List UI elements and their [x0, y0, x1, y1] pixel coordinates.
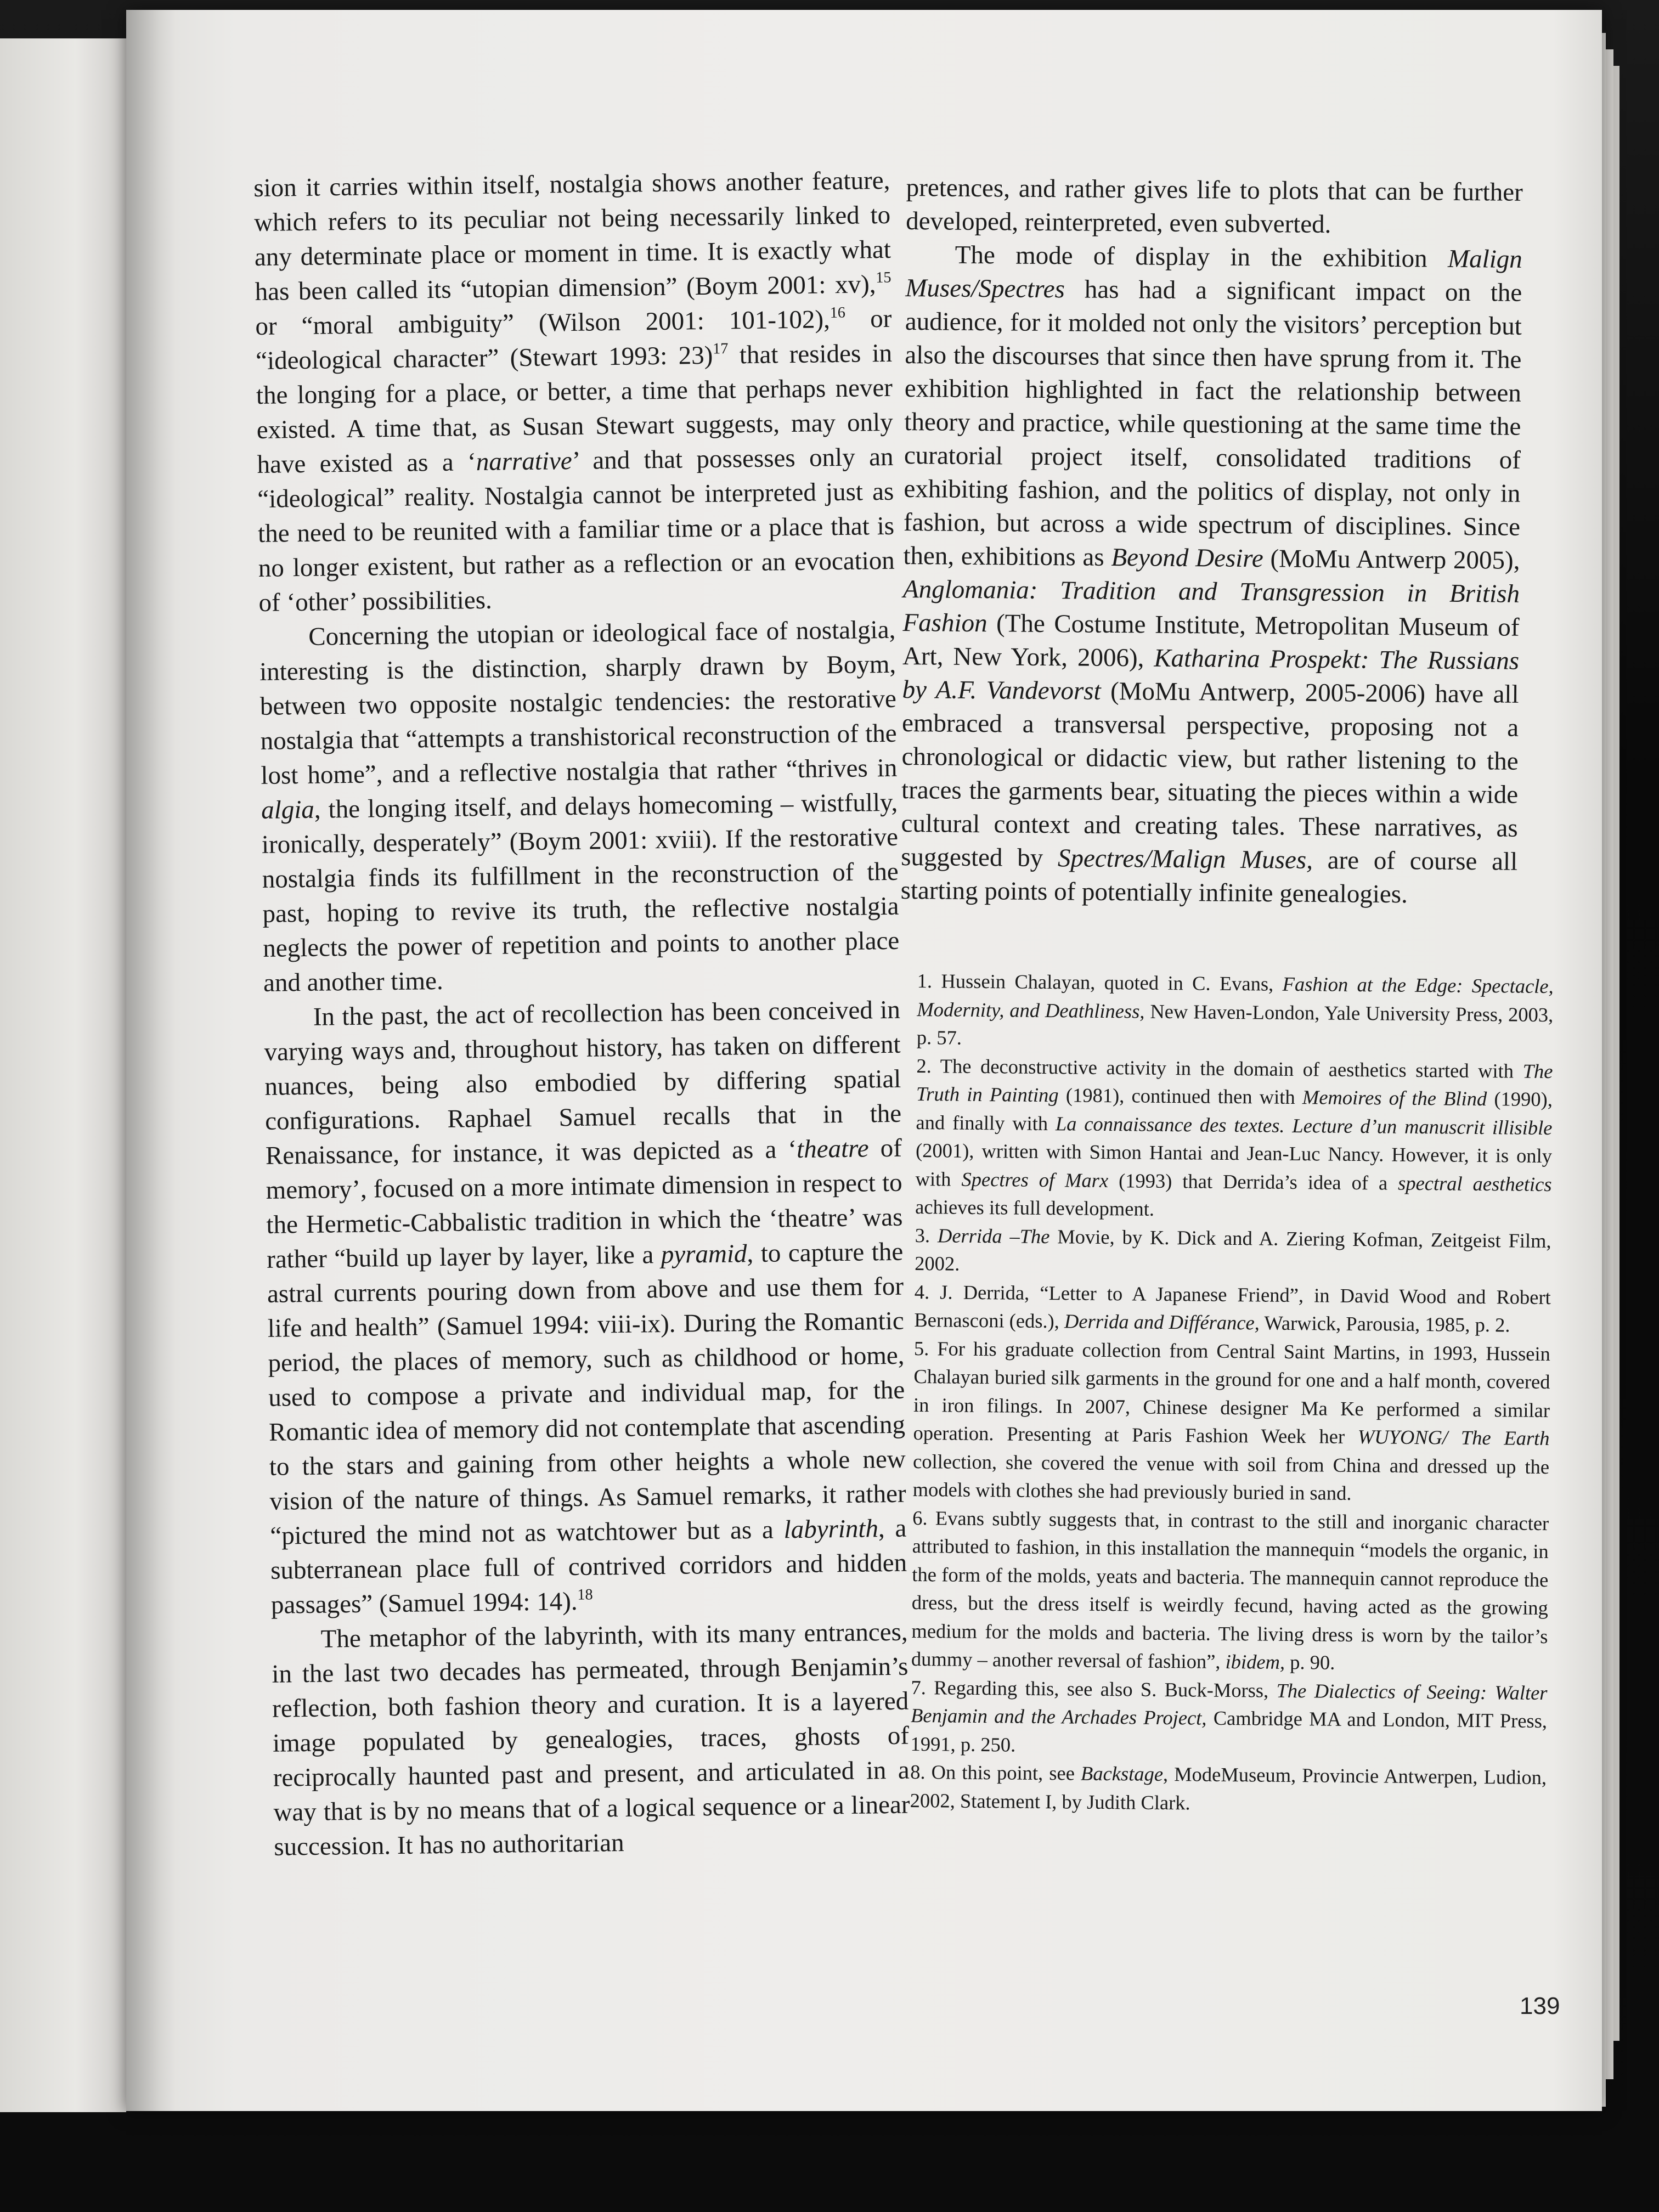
text-run: (1990), and finally with	[916, 1087, 1553, 1135]
left-text-column	[253, 163, 911, 1865]
text-run: pretences, and rather gives life to plots that can be further developed, reinterpreted, even subverted.	[906, 173, 1523, 239]
body-paragraph	[259, 613, 900, 1001]
body-paragraph	[900, 238, 1522, 912]
text-run: 2. The deconstructive activity in the domain of aesthetics started with	[916, 1054, 1523, 1082]
text-run: (MoMu Antwerp, 2005-2006) have all embraced a transversal perspective, proposing not a chronological or didactic view, but rather listening to the traces the garments bear, situating the pieces within a wide cultural context and creating tales. These narratives, as suggested by	[900, 676, 1519, 873]
text-run: 4. J. Derrida, “Letter to A Japanese Friend”, in David Wood and Robert Bernasconi (eds.),	[914, 1280, 1551, 1333]
text-run: are of course all starting points of potentially infinite genealogies.	[900, 845, 1518, 909]
text-run: sion it carries within itself, nostalgia shows another feature, which refers to its peculiar not being necessarily linked to any determinate place or moment in time. It is exactly what has been called its “utopian dimension” (Boym 2001: xv),	[253, 166, 891, 306]
italic-text: The Dialectics of Seeing: Walter Benjamin and the Archades Project,	[910, 1679, 1548, 1729]
footnote	[912, 1334, 1550, 1509]
text-run: The mode of display in the exhibition	[955, 240, 1448, 273]
text-run: that resides in the longing for a place, or better, a time that perhaps never existed. A time that, as Susan Stewart suggests, may only have existed as a ‘	[256, 338, 893, 479]
text-run: Movie, by K. Dick and A. Ziering Kofman, Zeitgeist Film, 2002.	[915, 1224, 1551, 1275]
body-paragraph	[271, 1615, 910, 1865]
text-run: , the longing itself, and delays homecoming – wistfully, ironically, desperately” (Boym 2001: xviii). If the restorative nostalgia finds its fulfillment in the reconstruction of the past, hoping to revive its truth, the reflective nostalgia neglects the power of repetition and points to another place and another time.	[261, 788, 900, 997]
footnotes-section	[910, 967, 1554, 1820]
footnote-reference: 15	[876, 269, 891, 286]
italic-text: Backstage	[1080, 1762, 1164, 1785]
right-text-column	[900, 171, 1523, 912]
text-run: 5. For his graduate collection from Central Saint Martins, in 1993, Hussein Chalayan buried silk garments in the ground for one and a half month, covered in iron filings. In 2007, Chinese designer Ma Ke performed a similar operation. Presenting at Paris Fashion Week her	[913, 1336, 1551, 1448]
page-number: 139	[1520, 1993, 1560, 2019]
text-run: Warwick, Parousia, 1985, p. 2.	[1259, 1311, 1510, 1336]
text-run: , to capture the astral currents pouring down from above and use them for life and health” (Samuel 1994: viii-ix). During the Romantic period, the places of memory, such as childhood or home, used to compose a private and individual map, for the Romantic idea of memory did not contemplate that ascending to the stars and gaining from other heights a whole new vision of the nature of things. As Samuel remarks, it rather “pictured the mind not as watchtower but as a	[267, 1237, 906, 1550]
italic-text: spectral aesthetics	[1397, 1171, 1552, 1195]
body-paragraph	[253, 163, 895, 620]
text-run: of memory’, focused on a more intimate dimension in respect to the Hermetic-Cabbalistic tradition in which the ‘theatre’ was rather “build up layer by layer, like a	[266, 1133, 903, 1274]
footnote	[911, 1503, 1549, 1678]
footnote	[914, 1277, 1551, 1339]
footnote	[910, 1758, 1547, 1820]
footnote-reference: 17	[712, 340, 729, 358]
text-run: ’ and that possesses only an “ideological” reality. Nostalgia cannot be interpreted just as the need to be reunited with a familiar time or a place that is no longer existent, but rather as a reflection or an evocation of ‘other’ possibilities.	[257, 442, 895, 617]
page-stack-edge	[1613, 66, 1620, 2041]
text-run: p. 90.	[1284, 1650, 1335, 1674]
italic-text: Derrida –The	[937, 1223, 1050, 1248]
italic-text: labyrinth	[783, 1514, 879, 1544]
book-gutter-shadow	[126, 10, 176, 2111]
text-run: New Haven-London, Yale University Press, 2003, p. 57.	[916, 1000, 1554, 1049]
text-run: 7. Regarding this, see also S. Buck-Morss,	[911, 1675, 1277, 1702]
italic-text: algia	[261, 795, 315, 825]
text-run: or “moral ambiguity” (Wilson 2001: 101-102),	[255, 305, 831, 341]
italic-text: Memoires of the Blind	[1302, 1086, 1487, 1110]
body-paragraph	[906, 171, 1523, 243]
body-paragraph	[263, 993, 907, 1623]
text-run: Concerning the utopian or ideological face of nostalgia, interesting is the distinction, sharply drawn by Boym, between two opposite nostalgic tendencies: the restorative nostalgia that “attempts a transhistorical reconstruction of the lost home”, and a reflective nostalgia that rather “thrives in	[259, 615, 898, 790]
page-stack-edge	[1605, 49, 1613, 2079]
italic-text: The Truth in Painting	[916, 1059, 1553, 1107]
text-run: 1. Hussein Chalayan, quoted in C. Evans,	[917, 969, 1283, 995]
italic-text: pyramid	[661, 1239, 747, 1269]
text-run: (1981), continued then with	[1058, 1084, 1303, 1109]
footnote-reference: 16	[830, 304, 846, 321]
footnote	[917, 967, 1554, 1057]
text-run: achieves its full development.	[915, 1195, 1155, 1220]
italic-text: theatre	[796, 1134, 869, 1164]
text-run: or “ideological character” (Stewart 1993: 23)	[255, 304, 892, 375]
footnote	[910, 1673, 1547, 1763]
italic-text: La connaissance des textes. Lecture d’un manuscrit illisible	[1055, 1111, 1553, 1139]
italic-text: Malign Muses/Spectres	[905, 244, 1522, 304]
footnote	[915, 1051, 1553, 1226]
italic-text: Spectres/Malign Muses,	[1057, 844, 1313, 874]
text-run: (1993) that Derrida’s idea of a	[1108, 1169, 1398, 1194]
text-run: , a subterranean place full of contrived corridors and hidden passages” (Samuel 1994: 14).	[270, 1514, 907, 1620]
italic-text: Fashion at the Edge: Spectacle, Modernity, and Deathliness,	[917, 972, 1554, 1023]
text-run: Cambridge MA and London, MIT Press, 1991, p. 250.	[910, 1706, 1548, 1756]
facing-page-edge	[0, 38, 126, 2112]
text-run: collection, she covered the venue with soil from China and dressed up the models with clothes she had previously buried in sand.	[912, 1449, 1550, 1504]
text-run: The metaphor of the labyrinth, with its many entrances, in the last two decades has permeated, through Benjamin’s reflection, both fashion theory and curation. It is a layered image populated by genealogies, traces, ghosts of reciprocally haunted past and present, and articulated in a way that is by no means that of a logical sequence or a linear succession. It has no authoritarian	[272, 1617, 910, 1861]
italic-text: ibidem,	[1225, 1650, 1285, 1673]
italic-text: Katharina Prospekt: The Russians by A.F. Vandevorst	[902, 644, 1520, 706]
text-run: (The Costume Institute, Metropolitan Museum of Art, New York, 2006),	[902, 609, 1520, 673]
footnote-reference: 18	[577, 1586, 593, 1604]
text-run: (2001), written with Simon Hantai and Jean-Luc Nancy. However, it is only with	[915, 1138, 1553, 1190]
italic-text: WUYONG/ The Earth	[1357, 1425, 1550, 1450]
italic-text: Derrida and Différance,	[1064, 1310, 1260, 1334]
text-run: , ModeMuseum, Provincie Antwerpen, Ludion, 2002, Statement I, by Judith Clark.	[910, 1762, 1547, 1814]
text-run: 8. On this point, see	[910, 1760, 1081, 1785]
text-run: has had a significant impact on the audience, for it molded not only the visitors’ perception but also the discourses that since then have sprung from it. The exhibition highlighted in fact the relationship between theory and practice, while questioning at the same time the curatorial project itself, consolidated traditions of exhibiting fashion, and the politics of display, not only in fashion, but across a wide spectrum of disciplines. Since then, exhibitions as	[903, 275, 1522, 572]
footnote	[915, 1221, 1551, 1283]
italic-text: Anglomania: Tradition and Transgression in British Fashion	[902, 574, 1520, 638]
text-run: (MoMu Antwerp 2005),	[1263, 544, 1520, 575]
text-run: 3.	[915, 1223, 938, 1246]
italic-text: Beyond Desire	[1111, 543, 1263, 573]
italic-text: narrative	[476, 446, 573, 477]
text-run: In the past, the act of recollection has been conceived in varying ways and, throughout history, has taken on different nuances, being also embodied by differing spatial configurations. Raphael Samuel recalls that in the Renaissance, for instance, it was depicted as a ‘	[264, 995, 902, 1170]
text-run: 6. Evans subtly suggests that, in contrast to the still and inorganic character attributed to fashion, in this installation the mannequin “models the organic, in the form of the molds, yeats and bacteria. The mannequin cannot reproduce the dress, but the dress itself is weirdly fecund, having acted as the growing medium for the molds and bacteria. The living dress is worn by the tailor’s dummy – another reversal of fashion”,	[911, 1506, 1549, 1673]
italic-text: Spectres of Marx	[961, 1167, 1109, 1192]
